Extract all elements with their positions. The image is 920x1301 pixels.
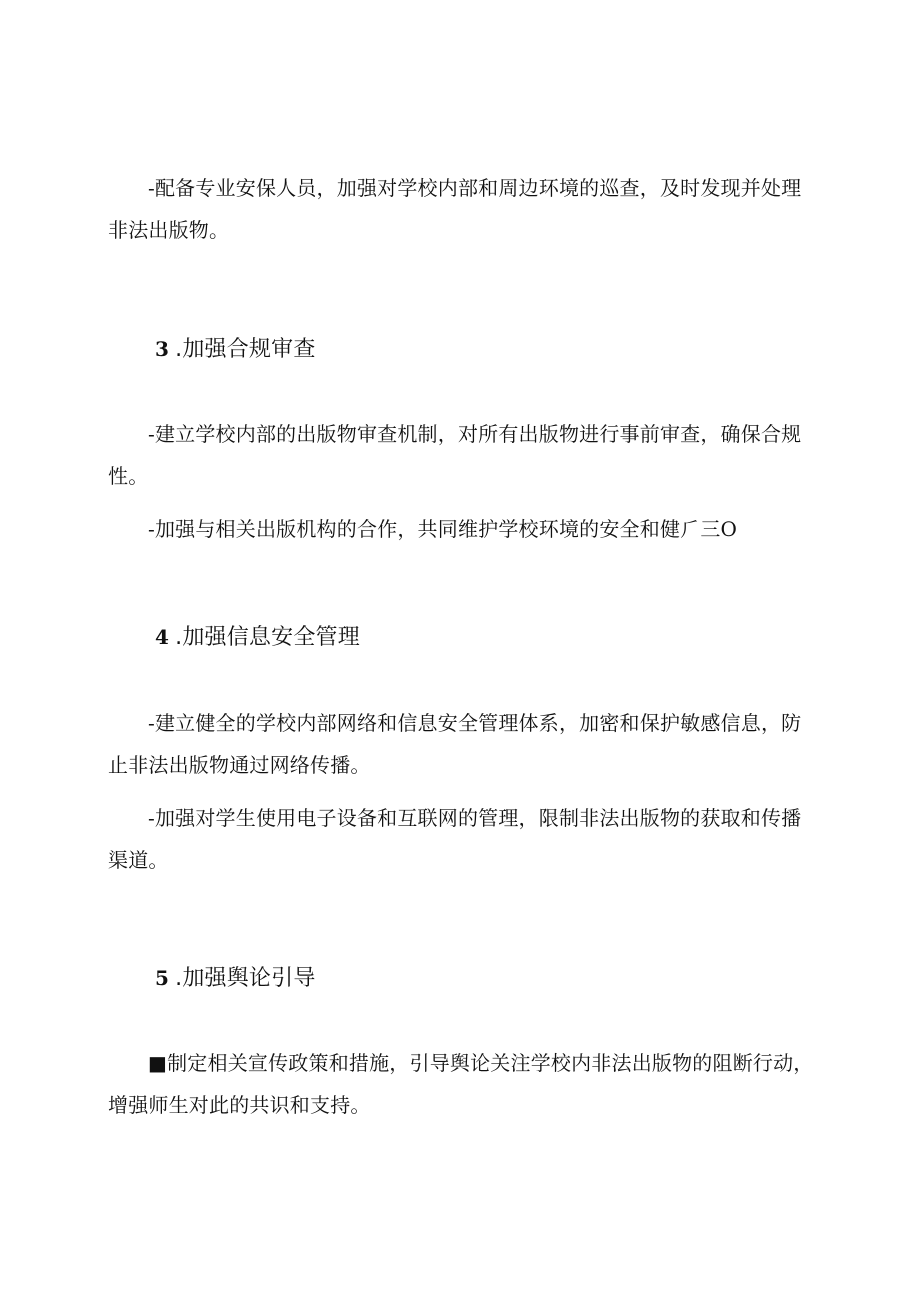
paragraph-text: -建立学校内部的出版物审查机制，对所有出版物进行事前审查，确保合规性。 <box>108 422 802 488</box>
section-heading-3 <box>155 334 316 365</box>
section-number: 4 <box>155 625 170 649</box>
paragraph-text: -加强对学生使用电子设备和互联网的管理，限制非法出版物的获取和传播渠道。 <box>108 806 802 872</box>
section-title: .加强舆论引导 <box>175 966 316 991</box>
paragraph-text: -加强与相关出版机构的合作，共同维护学校环境的安全和健⺁三O <box>148 517 738 541</box>
paragraph-text: -配备专业安保人员，加强对学校内部和周边环境的巡查，及时发现并处理非法出版物。 <box>108 176 802 242</box>
section-number: 3 <box>155 337 170 361</box>
section-title: .加强信息安全管理 <box>175 625 360 650</box>
paragraph-public-opinion <box>108 1042 820 1126</box>
paragraph-text: -建立健全的学校内部网络和信息安全管理体系，加密和保护敏感信息，防止非法出版物通过网络传播。 <box>108 711 802 777</box>
paragraph-security-staff <box>108 167 820 251</box>
section-heading-4 <box>155 622 360 653</box>
paragraph-device-management <box>108 797 820 881</box>
paragraph-cooperation <box>108 508 820 550</box>
paragraph-review-mechanism <box>108 413 820 497</box>
section-title: .加强合规审查 <box>175 337 316 362</box>
section-heading-5 <box>155 963 316 994</box>
section-number: 5 <box>155 966 170 990</box>
paragraph-text: ■制定相关宣传政策和措施，引导舆论关注学校内非法出版物的阻断行动，增强师生对此的共识和支持。 <box>108 1051 814 1117</box>
paragraph-network-security <box>108 702 820 786</box>
